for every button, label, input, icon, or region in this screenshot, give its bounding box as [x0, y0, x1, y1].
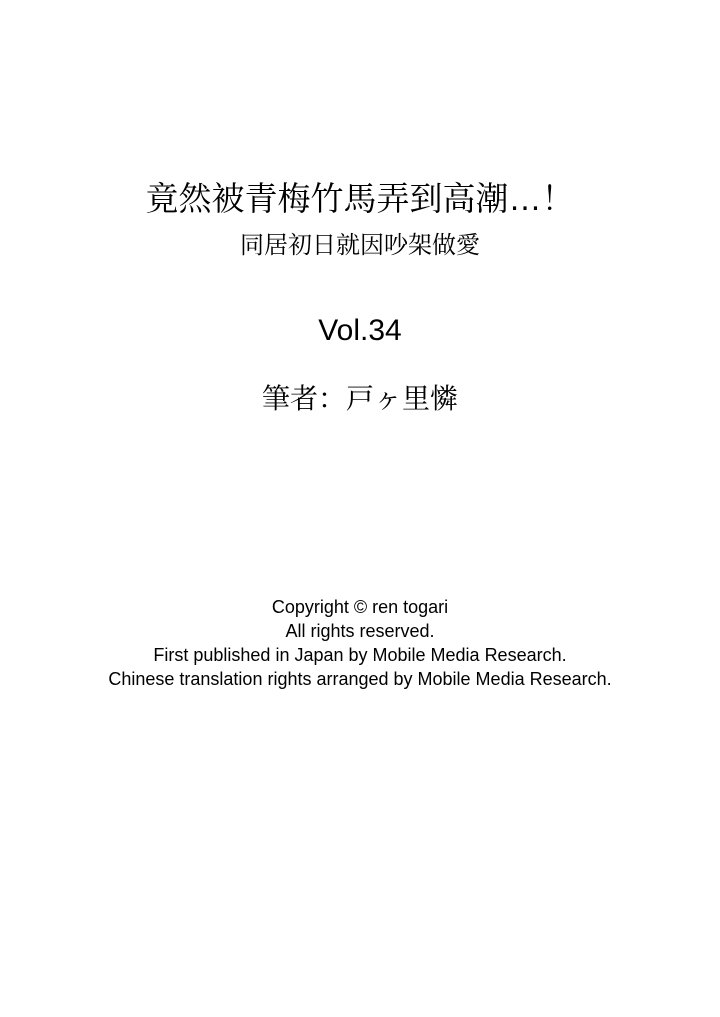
- volume-number: Vol.34: [318, 314, 402, 347]
- translation-rights-line: Chinese translation rights arranged by Mobile Media Research.: [108, 669, 612, 689]
- copyright-holder-line: Copyright © ren togari: [271, 597, 449, 617]
- publisher-line: First published in Japan by Mobile Media Research.: [153, 645, 567, 665]
- series-subtitle: 同居初日就因吵架做愛: [240, 232, 480, 259]
- copyright-block: [0, 595, 720, 691]
- author-credit: 筆者：戸ヶ里憐: [261, 383, 458, 414]
- series-title: 竟然被青梅竹馬弄到高潮…！: [145, 180, 575, 217]
- rights-reserved-line: All rights reserved.: [285, 621, 435, 641]
